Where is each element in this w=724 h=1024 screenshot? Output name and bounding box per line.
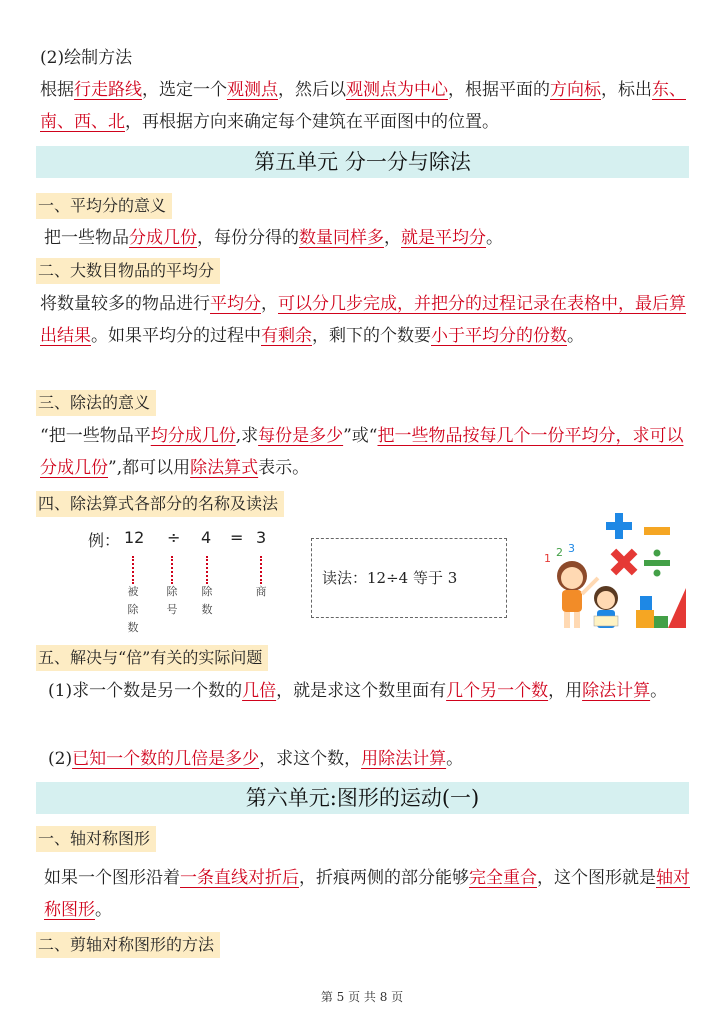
times-question-paragraph-1 (48, 675, 698, 707)
section-heading: 五、解决与“倍”有关的实际问题 (36, 645, 268, 671)
large-average-paragraph (40, 288, 690, 352)
text-run: (1)求一个数是另一个数的 (48, 681, 243, 701)
division-meaning-paragraph (40, 420, 690, 484)
unit5-banner: 第五单元 分一分与除法 (36, 146, 689, 178)
svg-text:1: 1 (544, 552, 551, 565)
page-footer: 第 5 页 共 8 页 (320, 990, 404, 1004)
section-heading: 一、平均分的意义 (36, 193, 172, 219)
keyword-highlight: 小于平均分的份数 (431, 326, 567, 346)
section-heading: 四、除法算式各部分的名称及读法 (36, 491, 284, 517)
reading-box (311, 538, 507, 618)
text-run: ，折痕两侧的部分能够 (299, 868, 469, 888)
draw-method-subheading: (2)绘制方法 (40, 48, 133, 68)
keyword-highlight: 东、南、西、北 (40, 80, 686, 132)
keyword-highlight: 已知一个数的几倍是多少 (72, 749, 260, 769)
boy-figure-icon (594, 586, 618, 628)
text-run: ”,都可以用 (108, 458, 191, 478)
divisor-name: 除数 (201, 585, 213, 616)
unit6-banner: 第六单元:图形的运动(一) (36, 782, 689, 814)
keyword-highlight: 有剩余 (261, 326, 312, 346)
text-run: 如果一个图形沿着 (44, 868, 180, 888)
keyword-highlight: 观测点 (227, 80, 278, 100)
keyword-highlight: 每份是多少 (258, 426, 344, 446)
toy-blocks-icon (636, 588, 686, 628)
divide-symbol-icon (644, 550, 670, 577)
times-question-paragraph-2 (48, 743, 698, 775)
keyword-highlight: 观测点为中心 (346, 80, 448, 100)
text-run: ”或“ (343, 426, 378, 446)
section-heading: 一、轴对称图形 (36, 826, 156, 852)
text-run: ，用 (548, 681, 583, 701)
keyword-highlight: 平均分 (210, 294, 261, 314)
dividend-name: 被除数 (127, 585, 139, 634)
keyword-highlight: 几倍 (242, 681, 277, 701)
text-run: ,求 (235, 426, 259, 446)
example-label: 例： (88, 531, 121, 550)
keyword-highlight: 均分成几份 (150, 426, 236, 446)
text-run: ，每份分得的 (197, 228, 299, 248)
text-run: ，这个图形就是 (537, 868, 656, 888)
dotted-pointer (171, 556, 173, 584)
keyword-highlight: 就是平均分 (401, 228, 486, 248)
text-run: ， (261, 294, 278, 314)
text-run: ，就是求这个数里面有 (276, 681, 447, 701)
draw-method-paragraph (40, 74, 690, 138)
section-heading: 二、大数目物品的平均分 (36, 258, 220, 284)
keyword-highlight: 除法算式 (190, 458, 259, 478)
text-run: ，求这个数， (259, 749, 362, 769)
keyword-highlight: 一条直线对折后 (180, 868, 299, 888)
quotient-number: 3 (256, 528, 267, 547)
quotient-name: 商 (255, 585, 267, 598)
reading-text: 读法：12÷4 等于 3 (322, 569, 458, 587)
dotted-pointer (206, 556, 208, 584)
svg-text:2: 2 (556, 546, 563, 559)
text-run: 。 (567, 326, 584, 346)
keyword-highlight: 可以分几步完成，并把分的过程记录在表格中，最后算出结果 (40, 294, 686, 346)
svg-text:3: 3 (568, 542, 575, 555)
text-run: 把一些物品 (44, 228, 129, 248)
dotted-pointer (260, 556, 262, 584)
keyword-highlight: 数量同样多 (299, 228, 384, 248)
keyword-highlight: 除法计算 (582, 681, 651, 701)
text-run: (2) (48, 749, 73, 769)
keyword-highlight: 方向标 (550, 80, 601, 100)
text-run: 根据 (40, 80, 74, 100)
division-sign: ÷ (167, 528, 181, 547)
text-run: 表示。 (258, 458, 310, 478)
keyword-highlight: 行走路线 (74, 80, 142, 100)
keyword-highlight: 轴对称图形 (44, 868, 690, 920)
section-heading: 三、除法的意义 (36, 390, 156, 416)
girl-figure-icon (557, 561, 598, 628)
keyword-highlight: 分成几份 (129, 228, 197, 248)
average-meaning-paragraph (44, 222, 694, 254)
section-heading: 二、剪轴对称图形的方法 (36, 932, 220, 958)
dotted-pointer (132, 556, 134, 584)
text-run: ，然后以 (278, 80, 346, 100)
dividend-number: 12 (124, 528, 145, 547)
keyword-highlight: 几个另一个数 (446, 681, 549, 701)
text-run: 。 (486, 228, 503, 248)
minus-symbol-icon (644, 527, 670, 535)
division-sign-name: 除号 (166, 585, 178, 616)
axial-symmetry-paragraph (44, 862, 694, 926)
text-run: 将数量较多的物品进行 (40, 294, 210, 314)
keyword-highlight: 用除法计算 (361, 749, 447, 769)
text-run: ，根据平面的 (448, 80, 550, 100)
kids-math-illustration (540, 512, 690, 636)
times-symbol-icon (603, 541, 645, 583)
text-run: ，剩下的个数要 (312, 326, 431, 346)
keyword-highlight: 把一些物品按每几个一份平均分，求可以分成几份 (40, 426, 684, 478)
text-run: ，选定一个 (142, 80, 227, 100)
text-run: 。 (650, 681, 668, 701)
text-run: ， (384, 228, 401, 248)
text-run: ，再根据方向来确定每个建筑在平面图中的位置。 (125, 112, 499, 132)
text-run: 。如果平均分的过程中 (91, 326, 261, 346)
divisor-number: 4 (201, 528, 212, 547)
keyword-highlight: 完全重合 (469, 868, 537, 888)
text-run: 。 (95, 900, 112, 920)
equals-sign: = (230, 528, 244, 547)
text-run: 。 (446, 749, 464, 769)
text-run: ，标出 (601, 80, 652, 100)
text-run: “把一些物品平 (40, 426, 151, 446)
